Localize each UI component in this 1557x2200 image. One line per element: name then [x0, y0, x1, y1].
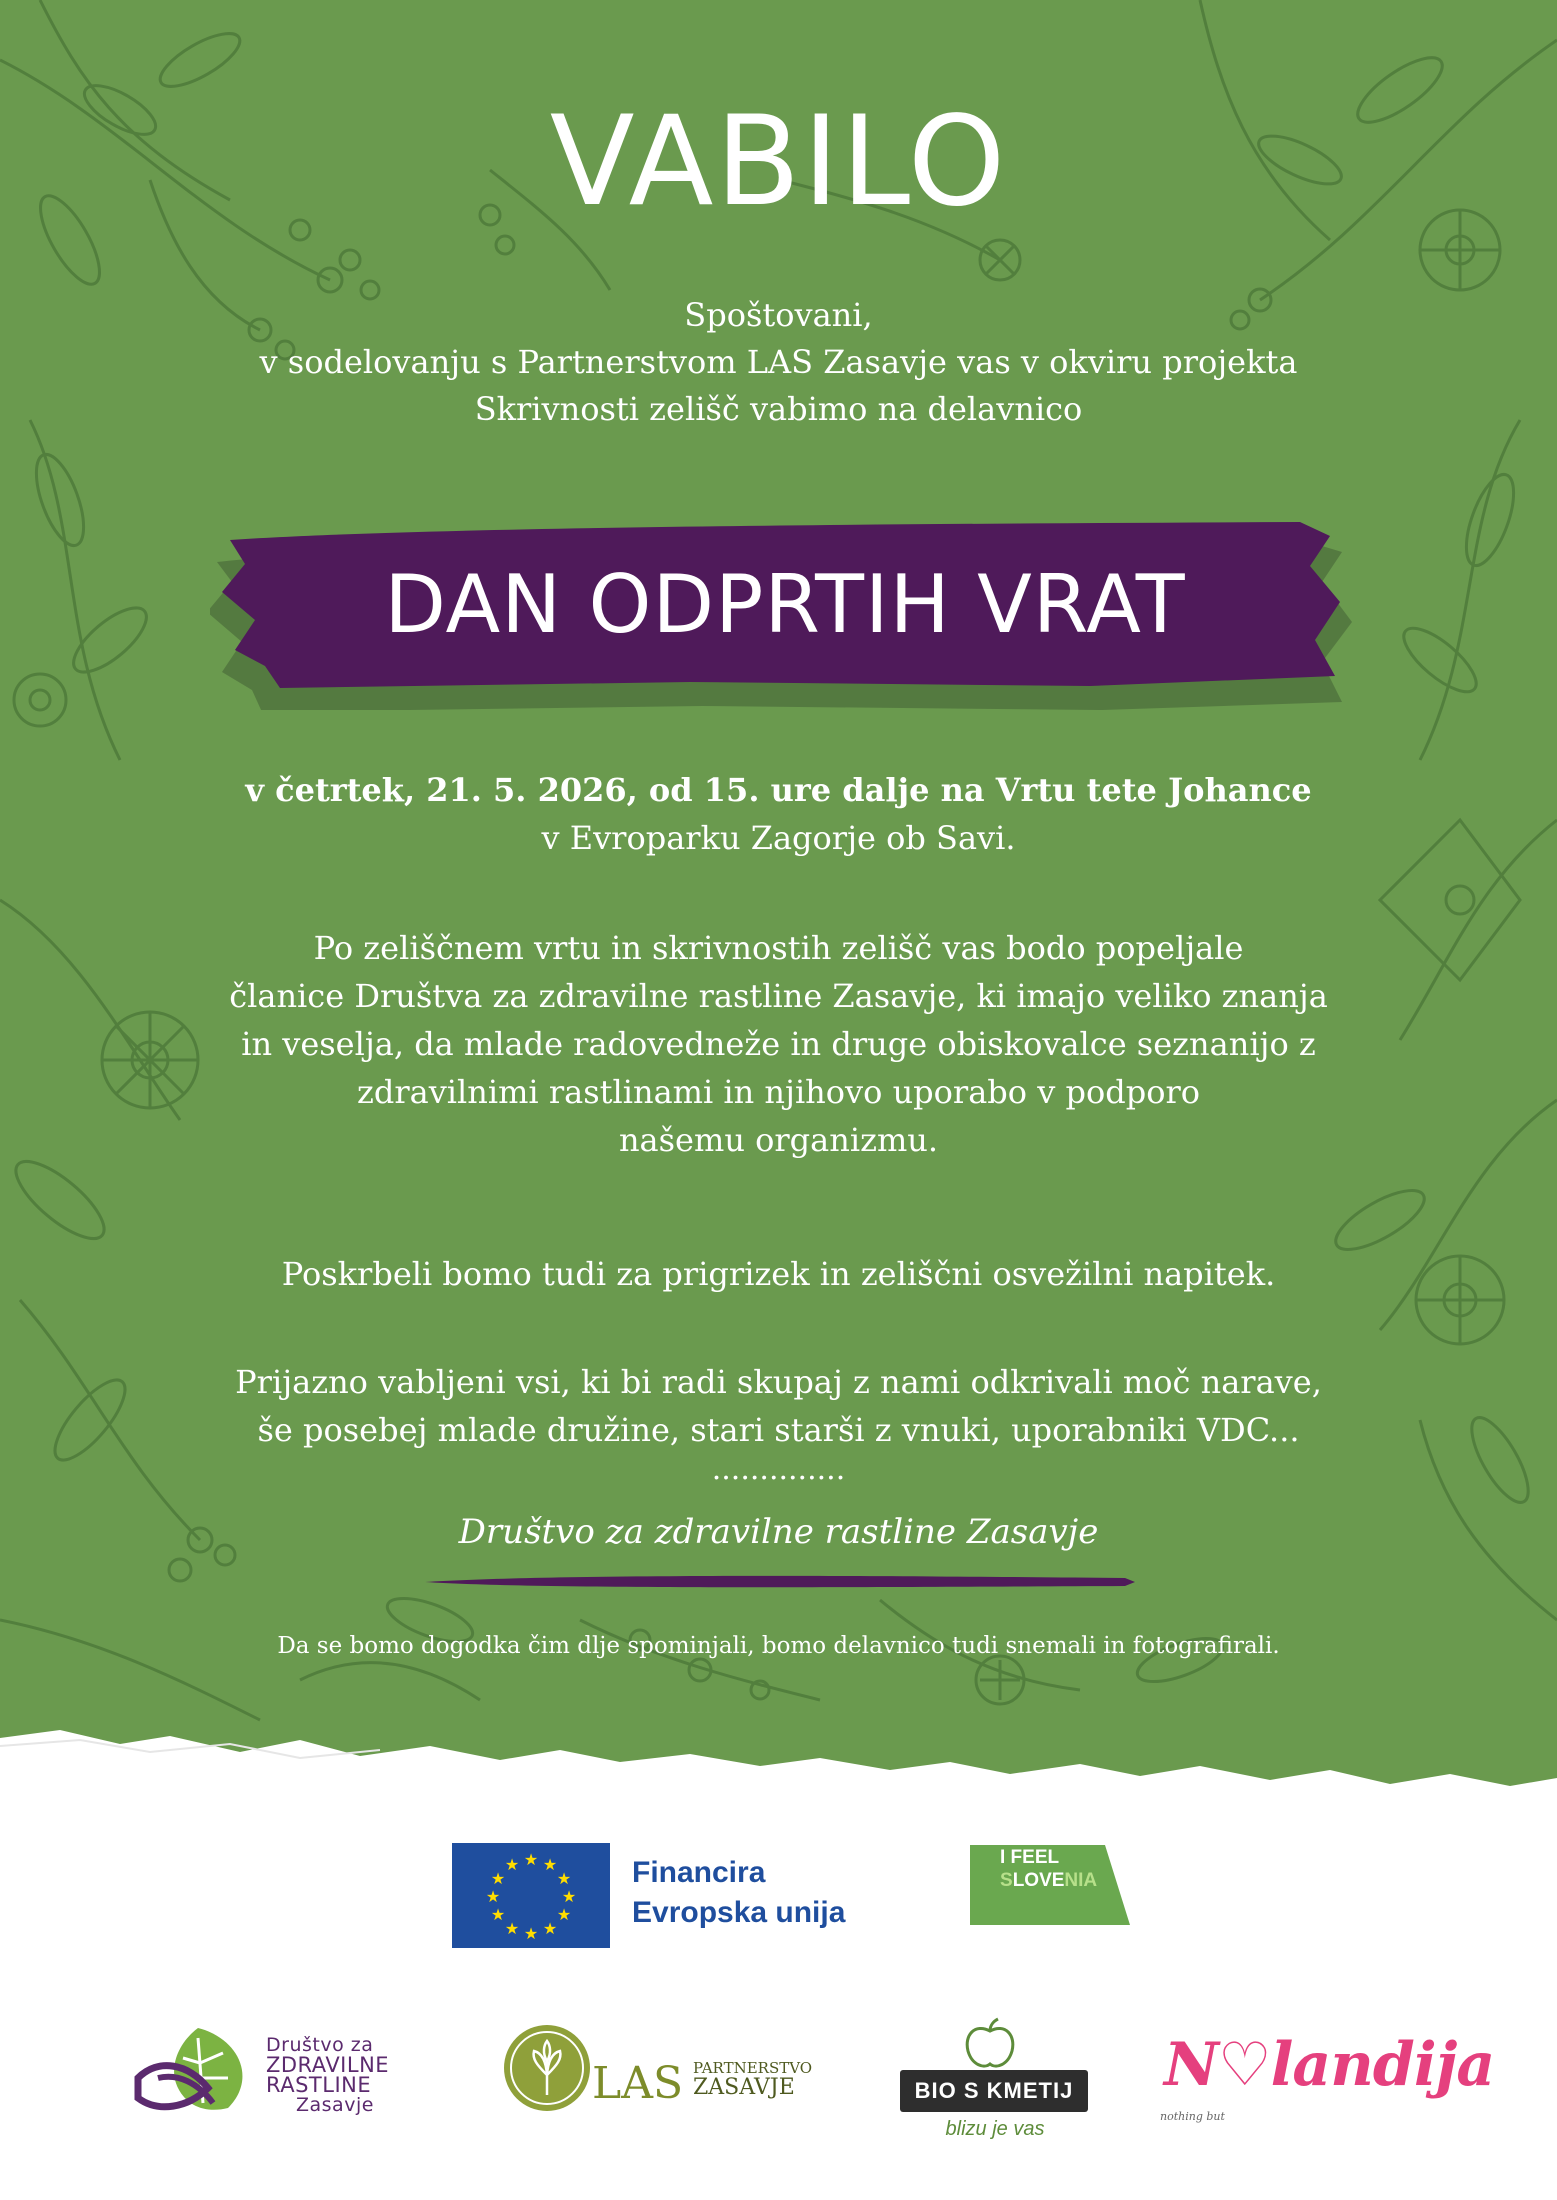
ifs-nia: NIA [1064, 1870, 1098, 1891]
ifs-love: LOVE [1012, 1870, 1065, 1891]
nolandija-slogan: nothing but [1160, 2110, 1225, 2123]
nolandija-logo-text: N♡landija [1164, 2030, 1495, 2100]
description-line: in veselja, da mlade radovedneže in druge obiskovalce seznanijo z [241, 1025, 1316, 1063]
ifs-line: I FEEL [1000, 1847, 1060, 1868]
bio-s-kmetij-slogan: blizu je vas [945, 2118, 1045, 2140]
svg-text:★: ★ [561, 1887, 577, 1906]
svg-text:★: ★ [523, 1924, 539, 1943]
event-datetime [0, 766, 1557, 862]
drustvo-line: RASTLINE [266, 2073, 372, 2097]
description-line: Po zeliščnem vrtu in skrivnostih zelišč vas bodo popeljale [313, 929, 1244, 967]
event-name: DAN ODPRTIH VRAT [384, 558, 1186, 651]
las-tree-logo-icon [502, 2023, 592, 2113]
intro-line: Skrivnosti zelišč vabimo na delavnico [474, 390, 1083, 428]
event-date-line: v četrtek, 21. 5. 2026, od 15. ure dalje na Vrtu tete Johance [245, 771, 1312, 809]
eu-text-line: Financira [632, 1856, 766, 1889]
eu-funding-text [632, 1853, 952, 1933]
i-feel-slovenia-text [1000, 1846, 1097, 1892]
drustvo-line: Društvo za [266, 2034, 374, 2056]
event-banner [210, 510, 1360, 710]
drustvo-line: Zasavje [296, 2094, 374, 2116]
drustvo-line: ZDRAVILNE [266, 2053, 390, 2077]
recording-note: Da se bomo dogodka čim dlje spominjali, bomo delavnico tudi snemali in fotografirali. [277, 1633, 1280, 1659]
svg-text:★: ★ [556, 1905, 572, 1924]
event-location-line: v Evroparku Zagorje ob Savi. [541, 819, 1016, 857]
svg-text:★: ★ [490, 1905, 506, 1924]
eu-text-line: Evropska unija [632, 1896, 846, 1929]
signature: Društvo za zdravilne rastline Zasavje [458, 1512, 1099, 1552]
svg-text:★: ★ [523, 1850, 539, 1869]
las-logo-text: LAS [592, 2058, 684, 2109]
description-line: zdravilnimi rastlinami in njihovo uporabo v podporo [356, 1073, 1201, 1111]
svg-text:★: ★ [485, 1887, 501, 1906]
signature-underline [425, 1572, 1135, 1590]
apple-icon [960, 2017, 1020, 2072]
intro-line: v sodelovanju s Partnerstvom LAS Zasavje vas v okviru projekta [259, 343, 1298, 381]
intro-paragraph [0, 292, 1557, 433]
las-sub-line: ZASAVJE [693, 2075, 795, 2100]
svg-text:★: ★ [504, 1919, 520, 1938]
drustvo-leaf-logo-icon [128, 2018, 268, 2118]
svg-text:★: ★ [490, 1869, 506, 1888]
welcome-line: Prijazno vabljeni vsi, ki bi radi skupaj z nami odkrivali moč narave, [235, 1363, 1322, 1401]
drustvo-logo-text [266, 2035, 389, 2115]
svg-text:★: ★ [556, 1869, 572, 1888]
svg-text:★: ★ [542, 1919, 558, 1938]
description-line: našemu organizmu. [618, 1121, 939, 1159]
las-sub-line: PARTNERSTVO [693, 2059, 813, 2077]
torn-paper-edge [0, 1700, 1557, 1820]
bio-s-kmetij-text: BIO S KMETIJ [914, 2078, 1074, 2103]
ifs-line [1000, 1869, 1097, 1892]
svg-text:★: ★ [504, 1855, 520, 1874]
invitation-title: VABILO [549, 90, 1008, 234]
svg-text:★: ★ [542, 1855, 558, 1874]
description-paragraph [0, 924, 1557, 1164]
las-logo-subtext [693, 2058, 812, 2098]
description-line: članice Društva za zdravilne rastline Zasavje, ki imajo veliko znanja [229, 977, 1328, 1015]
ifs-s: S [1000, 1870, 1013, 1891]
eu-flag-icon [452, 1843, 610, 1948]
dotted-separator: .............. [711, 1452, 846, 1487]
refreshments-paragraph: Poskrbeli bomo tudi za prigrizek in zeliščni osvežilni napitek. [281, 1255, 1276, 1293]
welcome-line: še posebej mlade družine, stari starši z vnuki, uporabniki VDC... [257, 1411, 1300, 1449]
welcome-paragraph [0, 1358, 1557, 1454]
intro-line: Spoštovani, [684, 296, 873, 334]
